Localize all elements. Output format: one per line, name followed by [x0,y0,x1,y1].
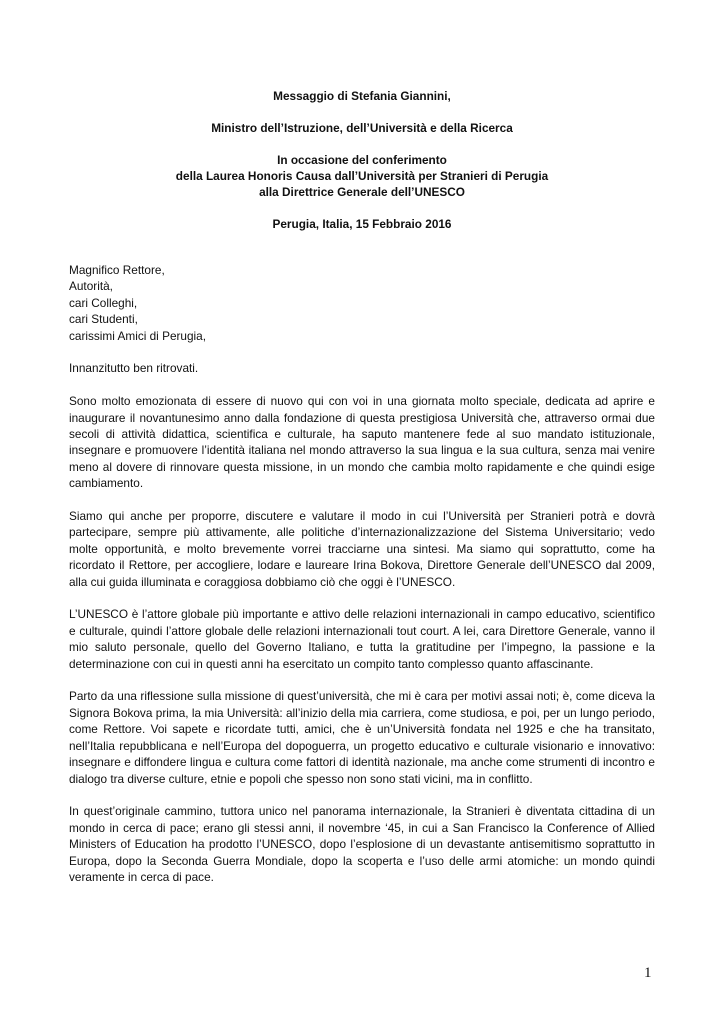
salutation-line: Magnifico Rettore, [69,263,165,277]
salutation-block [69,262,655,344]
paragraph-purpose: Siamo qui anche per proporre, discutere e valutare il modo in cui l’Università per Stranieri potrà e dovrà partecipare, sempre più attivamente, alle politiche d’internazionalizzazione del Sistema Universitario; vedo molte opportunità, e molto brevemente vorrei tracciarne una sintesi. Ma siamo qui soprattutto, come ha ricordato il Rettore, per accogliere, lodare e laureare Irina Bokova, Direttore Generale dell’UNESCO dal 2009, alla cui guida illuminata e coraggiosa dobbiamo ciò che oggi è l’UNESCO. [69,509,655,589]
paragraph-peace: In quest’originale cammino, tuttora unico nel panorama internazionale, la Stranieri è diventata cittadina di un mondo in cerca di pace; erano gli stessi anni, il novembre ‘45, in cui a San Francisco la Conference of Allied Ministers of Education ha prodotto l’UNESCO, dopo l’esplosione di un devastante antisemitismo soprattutto in Europa, dopo la Seconda Guerra Mondiale, dopo la scoperta e l’uso delle armi atomiche: un mondo quindi veramente in cerca di pace. [69,804,655,884]
header-place-date-line: Perugia, Italia, 15 Febbraio 2016 [272,217,452,231]
header-author-line: Messaggio di Stefania Giannini, [273,89,451,103]
header-degree-line: della Laurea Honoris Causa dall’Università per Stranieri di Perugia [175,169,549,183]
paragraph-mission: Parto da una riflessione sulla missione di quest’università, che mi è cara per motivi assai noti; è, come diceva la Signora Bokova prima, la mia Università: all’inizio della mia carriera, come studiosa, e poi, per un lungo periodo, come Rettore. Voi sapete e ricordate tutti, amici, che è un’Università fondata nel 1925 e che ha transitato, nell’Italia repubblicana e nell’Europa del dopoguerra, un progetto educativo e culturale visionario e innovativo: insegnare e diffondere lingua e cultura come fattori di identità nazionale, ma anche come strumenti di incontro e dialogo tra diverse culture, etnie e popoli che spesso non sono stati vicini, ma in conflitto. [69,689,655,786]
header-ministry-line: Ministro dell’Istruzione, dell’Università e della Ricerca [211,121,513,135]
salutation-line: Autorità, [69,279,113,294]
paragraph-anniversary: Sono molto emozionata di essere di nuovo qui con voi in una giornata molto speciale, dedicata ad aprire e inaugurare il novantunesimo anno dalla fondazione di questa prestigiosa Università che, attraverso ormai due secoli di attività didattica, scientifica e culturale, ha saputo mantenere fede al suo mandato istituzionale, insegnare e promuovere l’identità italiana nel mondo attraverso la sua lingua e la sua cultura, senza mai venire meno al dovere di rinnovare questa missione, in un mondo che cambia molto rapidamente e che quindi esige cambiamento. [69,394,655,491]
document-header [60,88,664,232]
document-body [69,262,655,902]
header-recipient-line: alla Direttrice Generale dell’UNESCO [259,185,465,199]
salutation-line: carissimi Amici di Perugia, [69,328,207,343]
salutation-line: cari Studenti, [69,312,138,327]
paragraph-greeting: Innanzitutto ben ritrovati. [69,361,199,376]
salutation-line: cari Colleghi, [69,295,138,310]
header-occasion-line: In occasione del conferimento [277,153,447,167]
page-number: 1 [644,965,652,981]
paragraph-unesco: L’UNESCO è l’attore globale più importante e attivo delle relazioni internazionali in campo educativo, scientifico e culturale, quindi l’attore globale delle relazioni internazionali tout court. A lei, cara Direttore Generale, vanno il mio saluto personale, quello del Governo Italiano, e tutta la gratitudine per l’impegno, la passione e la determinazione con cui in questi anni ha esercitato un compito tanto complesso quanto affascinante. [69,607,655,671]
